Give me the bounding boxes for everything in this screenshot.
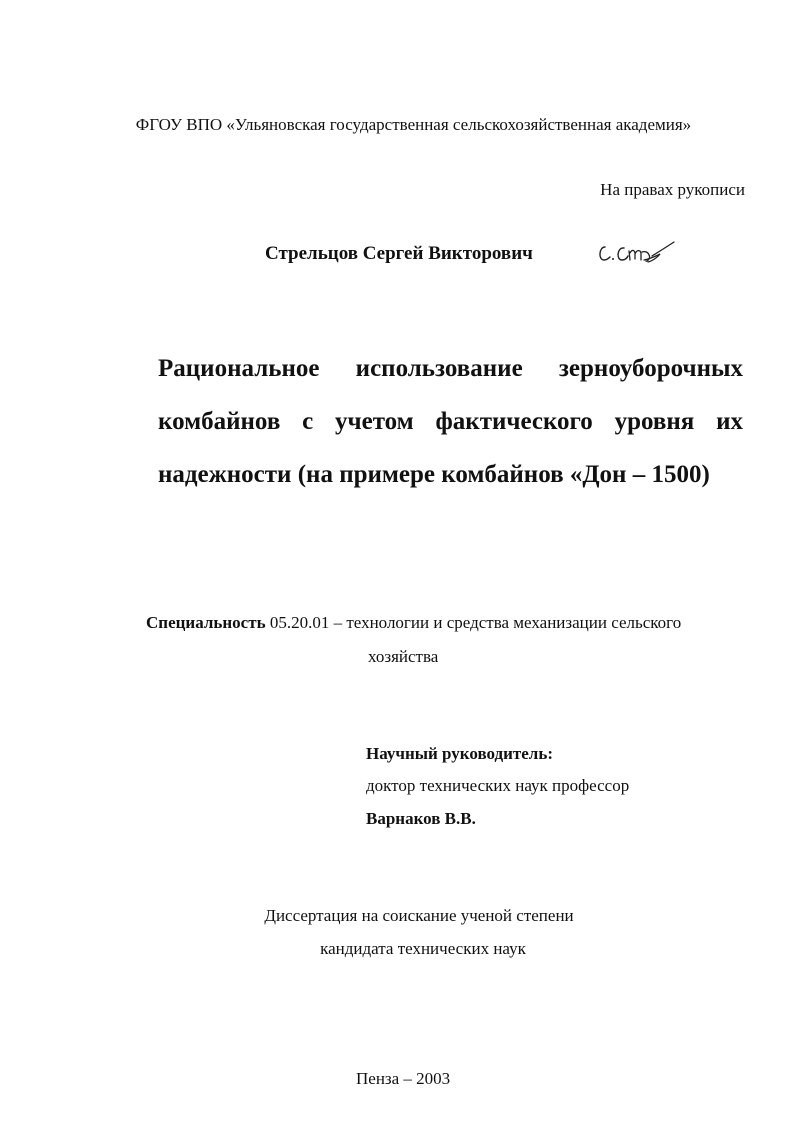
institution-name: ФГОУ ВПО «Ульяновская государственная сельскохозяйственная академия»: [135, 115, 692, 134]
author-signature: [594, 238, 676, 270]
author-name: Стрельцов Сергей Викторович: [265, 243, 533, 264]
degree-statement-line-1: Диссертация на соискание ученой степени: [264, 906, 574, 925]
title-line-3: надежности (на примере комбайнов «Дон – 1500): [158, 461, 710, 488]
manuscript-note: На правах рукописи: [600, 180, 745, 199]
specialty-continuation: хозяйства: [368, 647, 439, 666]
supervisor-name: Варнаков В.В.: [366, 809, 476, 828]
degree-statement-line-2: кандидата технических наук: [320, 939, 526, 958]
supervisor-degree: доктор технических наук профессор: [366, 776, 630, 795]
title-line-2: комбайнов с учетом фактического уровня их: [158, 408, 743, 435]
specialty-code: 05.20.01 – технологии и средства механизации сельского: [269, 613, 682, 632]
dissertation-title: [158, 342, 743, 501]
place-year: Пенза – 2003: [356, 1069, 451, 1088]
supervisor-label: Научный руководитель:: [366, 744, 553, 763]
title-line-1: Рациональное использование зерноуборочных: [158, 355, 743, 382]
specialty: [146, 613, 681, 633]
specialty-label: Специальность: [146, 613, 266, 632]
